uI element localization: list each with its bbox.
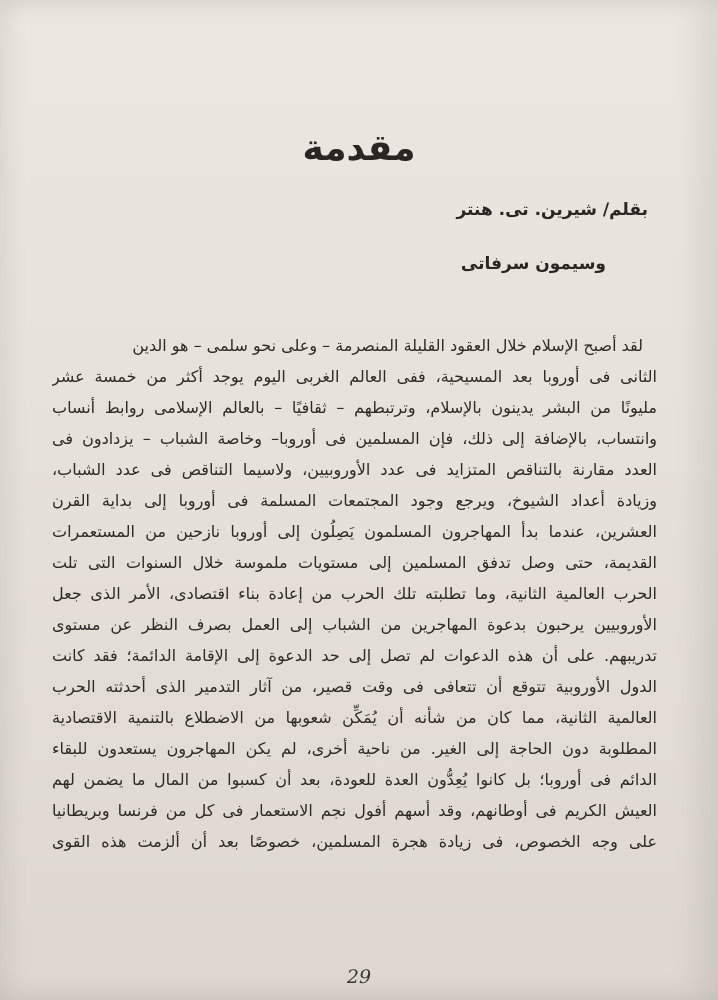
- text-line: وانتساب، بالإضافة إلى ذلك، فإن المسلمين فى أوروبا– وخاصة الشباب – يزدادون فى: [52, 429, 657, 448]
- text-line: تدريبهم. على أن هذه الدعوات لم تصل إلى حد الدعوة إلى الإقامة الدائمة؛ فقد كانت: [52, 646, 657, 665]
- text-line: الثانى فى أوروبا بعد المسيحية، ففى العالم الغربى اليوم يوجد أكثر من خمسة عشر: [52, 367, 657, 386]
- text-line: القديمة، حتى وصل تدفق المسلمين إلى مستويات ملموسة خلال السنوات التى تلت: [52, 553, 657, 572]
- text-line: الدائم فى أوروبا؛ بل كانوا يُعِدُّون العدة للعودة، بعد أن كسبوا من المال ما يضمن لهم: [52, 770, 657, 789]
- text-line: لقد أصبح الإسلام خلال العقود القليلة المنصرمة – وعلى نحو سلمى – هو الدين: [132, 336, 643, 355]
- text-line: العيش الكريم فى أوطانهم، وقد أسهم أفول نجم الاستعمار فى كل من فرنسا وبريطانيا: [52, 801, 657, 820]
- text-line: الدول الأوروبية تتوقع أن تتعافى فى وقت قصير، من آثار التدمير الذى أحدثته الحرب: [52, 677, 657, 696]
- page-title: مقدمة: [302, 128, 416, 169]
- page-number: 29: [346, 966, 372, 988]
- text-line: العالمية الثانية، مما كان من شأنه أن يُمَكِّن شعوبها من الاضطلاع بالتنمية الاقتصادية: [52, 708, 657, 727]
- text-line: على وجه الخصوص، فى زيادة هجرة المسلمين، خصوصًا بعد أن ألزمت هذه القوى: [52, 832, 657, 851]
- text-line: العدد مقارنة بالتناقص المتزايد فى عدد الأوروبيين، ولاسيما التناقص فى عدد الشباب،: [52, 460, 657, 479]
- byline-author-2: وسيمون سرفاتى: [460, 254, 606, 274]
- byline-author-1: بقلم/ شيرين. تى. هنتر: [456, 200, 648, 220]
- body-paragraph: [52, 330, 657, 857]
- text-line: وزيادة أعداد الشيوخ، ويرجع وجود المجتمعات المسلمة فى أوروبا إلى بداية القرن: [52, 491, 657, 510]
- text-line: العشرين، عندما بدأ المهاجرون المسلمون يَصِلُون إلى أوروبا نازحين من المستعمرات: [52, 522, 657, 541]
- text-line: المطلوبة دون الحاجة إلى الغير. من ناحية أخرى، لم يكن المهاجرون يستعدون للبقاء: [52, 739, 657, 758]
- text-line: الحرب العالمية الثانية، وما تطلبته تلك الحرب من إعادة بناء اقتصادى، الأمر الذى جعل: [52, 584, 657, 603]
- text-line: مليونًا من البشر يدينون بالإسلام، وترتبطهم – ثقافيًا – بالعالم الإسلامى روابط أنساب: [52, 398, 657, 417]
- text-line: الأوروبيين يرحبون بدعوة المهاجرين من الشباب إلى العمل بصرف النظر عن مستوى: [52, 615, 657, 634]
